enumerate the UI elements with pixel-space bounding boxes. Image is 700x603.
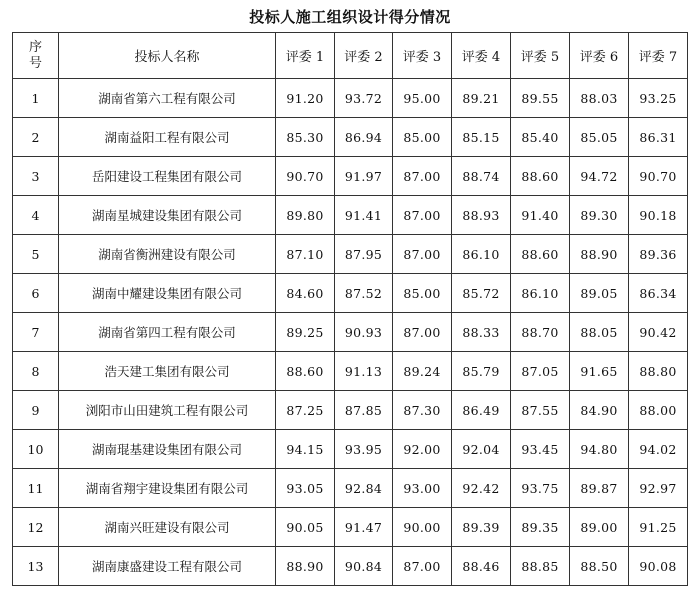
row-score-judge-6: 94.72 (570, 157, 629, 196)
header-judge-2: 评委 2 (335, 33, 393, 79)
row-bidder-name: 湖南益阳工程有限公司 (59, 118, 276, 157)
row-score-judge-7: 90.70 (629, 157, 688, 196)
row-score-judge-5: 86.10 (511, 274, 570, 313)
row-score-judge-4: 89.21 (452, 79, 511, 118)
table-row (13, 118, 688, 157)
row-score-judge-6: 89.87 (570, 469, 629, 508)
header-seq-line2: 号 (28, 55, 42, 71)
row-score-judge-3: 92.00 (393, 430, 452, 469)
row-score-judge-3: 95.00 (393, 79, 452, 118)
row-score-judge-6: 89.05 (570, 274, 629, 313)
row-score-judge-4: 89.39 (452, 508, 511, 547)
row-score-judge-5: 93.75 (511, 469, 570, 508)
row-score-judge-6: 84.90 (570, 391, 629, 430)
header-judge-3: 评委 3 (393, 33, 452, 79)
row-score-judge-1: 90.70 (276, 157, 335, 196)
row-score-judge-7: 88.00 (629, 391, 688, 430)
table-row (13, 157, 688, 196)
header-judge-6: 评委 6 (570, 33, 629, 79)
row-seq: 4 (13, 196, 59, 235)
row-bidder-name: 湖南省翔宇建设集团有限公司 (59, 469, 276, 508)
row-score-judge-3: 87.00 (393, 235, 452, 274)
row-score-judge-3: 93.00 (393, 469, 452, 508)
row-score-judge-1: 84.60 (276, 274, 335, 313)
table-row (13, 313, 688, 352)
row-score-judge-2: 86.94 (335, 118, 393, 157)
row-seq: 11 (13, 469, 59, 508)
row-score-judge-3: 85.00 (393, 118, 452, 157)
row-score-judge-2: 87.95 (335, 235, 393, 274)
row-score-judge-4: 85.79 (452, 352, 511, 391)
header-judge-5: 评委 5 (511, 33, 570, 79)
row-score-judge-5: 89.55 (511, 79, 570, 118)
document-title: 投标人施工组织设计得分情况 (249, 8, 451, 26)
table-row (13, 430, 688, 469)
row-score-judge-5: 88.85 (511, 547, 570, 586)
row-seq: 13 (13, 547, 59, 586)
row-score-judge-1: 91.20 (276, 79, 335, 118)
row-score-judge-3: 87.30 (393, 391, 452, 430)
row-bidder-name: 湖南琨基建设集团有限公司 (59, 430, 276, 469)
row-seq: 2 (13, 118, 59, 157)
row-score-judge-7: 90.18 (629, 196, 688, 235)
header-row (13, 33, 688, 79)
row-score-judge-7: 86.31 (629, 118, 688, 157)
row-score-judge-3: 90.00 (393, 508, 452, 547)
row-score-judge-2: 93.95 (335, 430, 393, 469)
row-score-judge-2: 93.72 (335, 79, 393, 118)
header-judge-1: 评委 1 (276, 33, 335, 79)
row-score-judge-3: 87.00 (393, 313, 452, 352)
row-score-judge-1: 90.05 (276, 508, 335, 547)
row-score-judge-6: 89.00 (570, 508, 629, 547)
header-name: 投标人名称 (59, 33, 276, 79)
table-row (13, 235, 688, 274)
row-score-judge-2: 90.93 (335, 313, 393, 352)
row-score-judge-2: 91.41 (335, 196, 393, 235)
row-score-judge-1: 88.60 (276, 352, 335, 391)
row-score-judge-1: 93.05 (276, 469, 335, 508)
row-score-judge-6: 91.65 (570, 352, 629, 391)
row-score-judge-7: 90.08 (629, 547, 688, 586)
row-score-judge-2: 91.97 (335, 157, 393, 196)
row-score-judge-1: 88.90 (276, 547, 335, 586)
row-score-judge-6: 88.05 (570, 313, 629, 352)
row-score-judge-5: 89.35 (511, 508, 570, 547)
row-bidder-name: 湖南省衡洲建设有限公司 (59, 235, 276, 274)
row-score-judge-2: 90.84 (335, 547, 393, 586)
row-bidder-name: 湖南星城建设集团有限公司 (59, 196, 276, 235)
row-score-judge-7: 93.25 (629, 79, 688, 118)
row-score-judge-4: 88.74 (452, 157, 511, 196)
row-score-judge-5: 87.55 (511, 391, 570, 430)
row-score-judge-2: 87.52 (335, 274, 393, 313)
row-score-judge-5: 93.45 (511, 430, 570, 469)
row-score-judge-4: 88.46 (452, 547, 511, 586)
row-score-judge-7: 94.02 (629, 430, 688, 469)
row-score-judge-5: 88.60 (511, 157, 570, 196)
row-bidder-name: 湖南省第四工程有限公司 (59, 313, 276, 352)
table-row (13, 547, 688, 586)
row-score-judge-3: 85.00 (393, 274, 452, 313)
row-seq: 1 (13, 79, 59, 118)
row-score-judge-4: 86.49 (452, 391, 511, 430)
row-score-judge-1: 89.80 (276, 196, 335, 235)
table-row (13, 391, 688, 430)
row-seq: 9 (13, 391, 59, 430)
row-score-judge-5: 87.05 (511, 352, 570, 391)
header-judge-7: 评委 7 (629, 33, 688, 79)
row-bidder-name: 湖南省第六工程有限公司 (59, 79, 276, 118)
row-score-judge-3: 89.24 (393, 352, 452, 391)
row-seq: 10 (13, 430, 59, 469)
row-score-judge-4: 92.42 (452, 469, 511, 508)
table-row (13, 79, 688, 118)
header-seq (13, 33, 59, 79)
row-score-judge-2: 91.13 (335, 352, 393, 391)
row-score-judge-6: 88.03 (570, 79, 629, 118)
row-score-judge-6: 89.30 (570, 196, 629, 235)
row-score-judge-3: 87.00 (393, 547, 452, 586)
row-score-judge-1: 87.10 (276, 235, 335, 274)
table-row (13, 196, 688, 235)
row-score-judge-6: 85.05 (570, 118, 629, 157)
row-score-judge-4: 85.72 (452, 274, 511, 313)
row-score-judge-1: 89.25 (276, 313, 335, 352)
row-seq: 8 (13, 352, 59, 391)
row-score-judge-7: 92.97 (629, 469, 688, 508)
row-score-judge-7: 86.34 (629, 274, 688, 313)
row-bidder-name: 浩天建工集团有限公司 (59, 352, 276, 391)
row-bidder-name: 湖南康盛建设工程有限公司 (59, 547, 276, 586)
table-row (13, 274, 688, 313)
table-row (13, 352, 688, 391)
row-score-judge-6: 94.80 (570, 430, 629, 469)
row-score-judge-6: 88.50 (570, 547, 629, 586)
table-row (13, 508, 688, 547)
row-score-judge-5: 88.60 (511, 235, 570, 274)
row-score-judge-1: 87.25 (276, 391, 335, 430)
row-score-judge-3: 87.00 (393, 196, 452, 235)
score-table (12, 32, 688, 586)
row-score-judge-5: 85.40 (511, 118, 570, 157)
row-score-judge-7: 89.36 (629, 235, 688, 274)
row-score-judge-2: 92.84 (335, 469, 393, 508)
row-seq: 7 (13, 313, 59, 352)
row-score-judge-5: 91.40 (511, 196, 570, 235)
header-judge-4: 评委 4 (452, 33, 511, 79)
row-score-judge-4: 86.10 (452, 235, 511, 274)
row-bidder-name: 湖南兴旺建设有限公司 (59, 508, 276, 547)
table-body (13, 79, 688, 586)
row-score-judge-7: 90.42 (629, 313, 688, 352)
row-bidder-name: 湖南中耀建设集团有限公司 (59, 274, 276, 313)
row-score-judge-4: 85.15 (452, 118, 511, 157)
row-seq: 12 (13, 508, 59, 547)
row-seq: 3 (13, 157, 59, 196)
row-score-judge-4: 92.04 (452, 430, 511, 469)
row-bidder-name: 岳阳建设工程集团有限公司 (59, 157, 276, 196)
row-score-judge-4: 88.33 (452, 313, 511, 352)
row-score-judge-2: 87.85 (335, 391, 393, 430)
row-score-judge-2: 91.47 (335, 508, 393, 547)
row-score-judge-6: 88.90 (570, 235, 629, 274)
row-score-judge-1: 94.15 (276, 430, 335, 469)
row-score-judge-1: 85.30 (276, 118, 335, 157)
row-score-judge-7: 88.80 (629, 352, 688, 391)
row-score-judge-7: 91.25 (629, 508, 688, 547)
row-score-judge-3: 87.00 (393, 157, 452, 196)
row-seq: 5 (13, 235, 59, 274)
row-score-judge-5: 88.70 (511, 313, 570, 352)
row-bidder-name: 浏阳市山田建筑工程有限公司 (59, 391, 276, 430)
row-seq: 6 (13, 274, 59, 313)
header-seq-line1: 序 (28, 39, 42, 55)
row-score-judge-4: 88.93 (452, 196, 511, 235)
table-row (13, 469, 688, 508)
